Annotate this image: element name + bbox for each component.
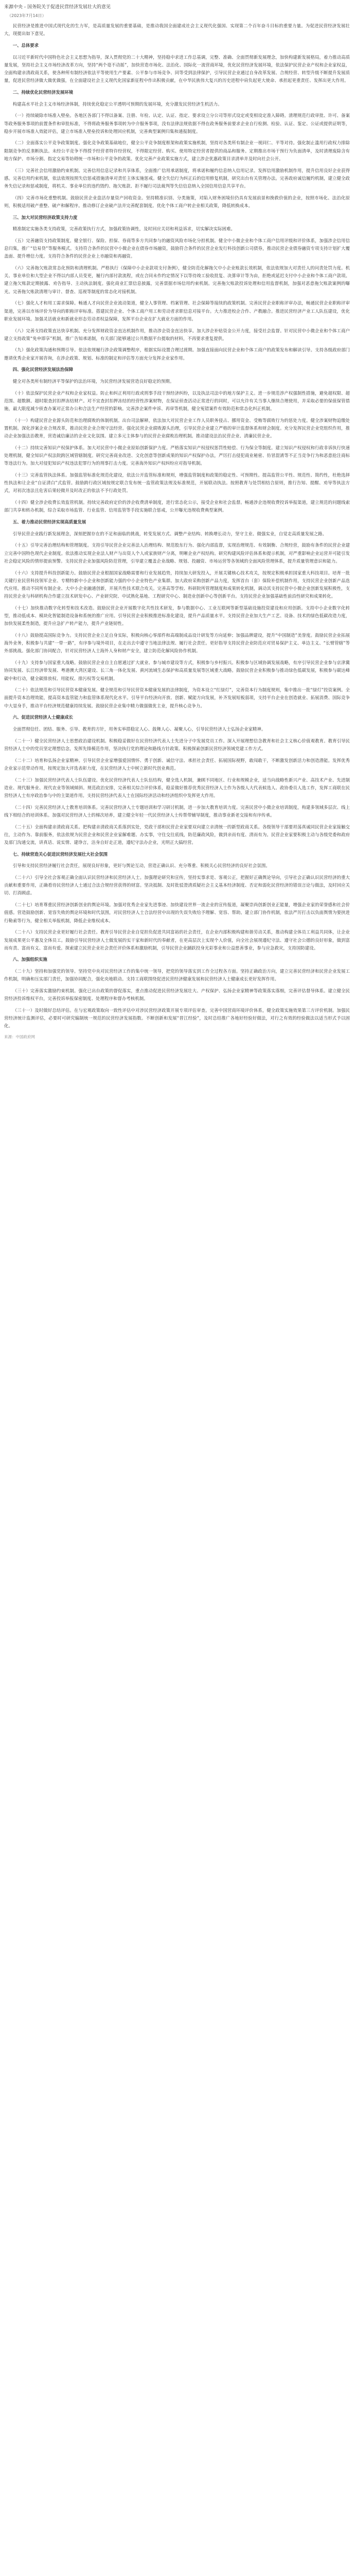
- body-paragraph: （十五）引导完善治理结构和管理制度。支持引导民营企业完善法人治理结构、规范股东行为、强化内部监督，实现治理规范、有效制衡、合规经营，鼓励有条件的民营企业建立完善中国特色现代企业制度。依法推动实现企业法人财产与出资人个人或家族财产分离，明晰企业产权结构。研究构建风险评估体系和提示机制，对严重影响企业运营并可能引发社会稳定风险的情形提前预警。支持民营企业加强风险防范管理，引导建立覆盖企业战略、规划、投融资、市场运营等各领域的全面风险管理体系，提升质量管理意识和能力。: [4, 543, 350, 564]
- body-paragraph: 构建高水平社会主义市场经济体制，持续优化稳定公平透明可预期的发展环境，充分激发民营经济生机活力。: [12, 101, 222, 107]
- body-paragraph: （二十二）培育和弘扬企业家精神。引导民营企业家增强爱国情怀、勇于创新、诚信守法、承担社会责任、拓展国际视野，敢闯敢干，不断激发创新活力和创造潜能。发挥优秀企业家示范带动作用，按规定加大评选表彰力度，在民营经济人士中树立新时代创业典范。: [4, 757, 350, 771]
- body-paragraph: （二十）依法规范和引导民营资本健康发展。健全规范和引导民营资本健康发展的法律制度，为资本设立“红绿灯”，完善资本行为制度规则，集中推出一批“绿灯”投资案例。全面提升资本治理效能，提高资本监管能力和监管体系现代化水平。引导平台经济向开放、创新、赋能方向发展，补齐发展短板弱项，支持平台企业在创造就业、拓展消费、国际竞争中大显身手，推动平台经济规范健康持续发展。鼓励民营企业集中精力做强做优主业，提升核心竞争力。: [4, 687, 350, 708]
- article-content: [4, 4, 350, 1040]
- article-body: [4, 22, 350, 1030]
- body-paragraph: （四）完善市场化重整机制。鼓励民营企业盘活存量资产回收资金。坚持精准识别、分类施策，对陷入财务困境但仍具有发展前景和挽救价值的企业，按照市场化、法治化原则，积极适用破产重整、破产和解程序。推动修订企业破产法并完善配套制度。优化个体工商户转企业相关政策，降低转换成本。: [4, 195, 350, 208]
- section-heading: 七、持续营造关心促进民营经济发展壮大社会氛围: [12, 851, 108, 857]
- body-paragraph: （三）完善社会信用激励约束机制。完善信用信息记录和共享体系，全面推广信用承诺制度，将承诺和履约信息纳入信用记录。发挥信用激励机制作用，提升信用良好企业获得感。完善信用约束机制，依法依规按照失信惩戒措施清单对责任主体实施惩戒。健全失信行为纠正后的信用修复机制，研究出台有关管理办法。完善政府诚信履约机制，建立健全政务失信记录和惩戒制度，将机关、事业单位的违约毁约、拖欠账款、拒不履行司法裁判等失信信息纳入全国信用信息共享平台。: [4, 167, 350, 189]
- body-paragraph: （二十四）完善民营经济人士教育培训体系。完善民营经济人士专题培训和学习研讨机制，进一步加大教育培训力度。完善民营中小微企业培训制度，构建多领域多层次、线上线下相结合的培训体系。加强对民营经济人士的梯次培养，建立健全年轻一代民营经济人士传帮带辅导制度，推动事业新老交接和有序传承。: [4, 804, 350, 818]
- body-paragraph: 引导民营企业践行新发展理念，深刻把握存在的不足和面临的挑战，转变发展方式、调整产业结构、转换增长动力，坚守主业、做强实业，自觉走高质量发展之路。: [12, 531, 327, 536]
- body-paragraph: （三十）完善落实激励约束机制。强化已出台政策的督促落实，重点推动促进民营经济发展壮大、产权保护、弘扬企业家精神等政策落实落细，完善评估督导体系。建立健全民营经济投诉维权平台，完善投诉举报保密制度、处理程序和督办考核机制。: [4, 988, 350, 1002]
- body-paragraph: （二十七）培育尊重民营经济创新创业的舆论环境。加强对优秀企业家先进事迹、加快建设世界一流企业的宣传报道，凝聚崇尚创新创业正能量，增强企业家的荣誉感和社会价值感。营造鼓励创新、宽容失败的舆论环境和时代氛围，对民营经济人士合法经营中出现的失误失败给予理解、宽容、帮助。建立部门协作机制，依法严厉打击以负面舆情为要挟进行勒索等行为，健全相关举报机制，降低企业维权成本。: [4, 902, 350, 923]
- section-heading: 五、着力推动民营经济实现高质量发展: [12, 519, 86, 525]
- body-paragraph: （十六）支持提升科技创新能力。鼓励民营企业根据国家战略需要和行业发展趋势，持续加大研发投入，开展关键核心技术攻关，按规定积极承担国家重大科技项目。培育一批关键行业民营科技领军企业、专精特新中小企业和创新能力强的中小企业特色产业集群。加大政府采购创新产品力度，发挥首台（套）保险补偿机制作用，支持民营企业创新产品迭代应用。推动不同所有制企业、大中小企业融通创新，开展共性技术联合攻关。完善高等学校、科研院所管理制度和成果转化机制，调动其支持民营中小微企业创新发展积极性，支持民营企业与科研机构合作建立技术研发中心、产业研究院、中试熟化基地、工程研究中心、制造业创新中心等创新平台。支持民营企业加强基础性前沿性研究和成果转化。: [4, 570, 350, 599]
- body-paragraph: （八）完善支持政策直达快享机制。充分发挥财政资金直达机制作用，推动涉企资金直达快享。加大涉企补贴资金公开力度，接受社会监督。针对民营中小微企业和个体工商户建立支持政策“免申即享”机制，推广告知承诺制，有关部门能够通过公共数据平台提取的材料，不再要求重复提供。: [4, 328, 350, 341]
- body-paragraph: （三十一）及时做好总结评估。在与宏观政策取向一致性评估中对涉民营经济政策开展专项评估审查。完善中国营商环境评价体系，健全政策实施效果第三方评价机制。加强民营经济统计监测评估，必要时可研究编制统一规范的民营经济发展指数。不断创新和发展“晋江经验”，及时总结推广各地好经验好做法，对行之有效的经验做法以适当形式予以固化。: [4, 1007, 350, 1029]
- body-paragraph: （二十六）引导全社会客观正确全面认识民营经济和民营经济人士。加强理论研究和宣传，坚持实事求是、客观公正，把握好正确舆论导向，引导社会正确认识民营经济的重大贡献和重要作用，正确看待民营经济人士通过合法合规经营获得的财富。坚决抵制、及时批驳澄清质疑社会主义基本经济制度、否定和弱化民营经济的错误言论与做法，及时回应关切、打消顾虑。: [4, 875, 350, 896]
- article-date: （2023年7月14日）: [7, 13, 46, 18]
- body-paragraph: （二十一）健全民营经济人士思想政治建设机制。积极稳妥做好在民营经济代表人士先进分子中发展党员工作。深入开展理想信念教育和社会主义核心价值观教育。教育引导民营经济人士中的党员坚定理想信念，发挥先锋模范作用，坚决执行党的理论和路线方针政策。积极探索创新民营经济领域党建工作方式。: [4, 738, 350, 751]
- section-heading: 四、强化民营经济发展法治保障: [12, 367, 74, 372]
- body-paragraph: 民营经济是推进中国式现代化的生力军，是高质量发展的重要基础，是推动我国全面建成社会主义现代化强国、实现第二个百年奋斗目标的重要力量。为促进民营经济发展壮大，现提出如下意见。: [4, 23, 350, 37]
- source-line: 来源：中国政府网: [4, 1035, 35, 1040]
- body-paragraph: （六）完善拖欠账款常态化预防和清理机制。严格执行《保障中小企业款项支付条例》，健全防范化解拖欠中小企业账款长效机制，依法依规加大对责任人的问责处罚力度。机关、事业单位和大型企业不得以内部人员变更，履行内部付款流程，或在合同未作约定情况下以等待竣工验收批复、决算审计等为由，拒绝或延迟支付中小企业和个体工商户款项。建立拖欠账款定期披露、劝告指导、主动执法制度。强化商业汇票信息披露，完善票据市场信用约束机制。完善拖欠账款投诉处理和信用监督机制，加强对恶意拖欠账款案例的曝光。完善拖欠账款清理与审计、督查、巡视等制度的常态化对接机制。: [4, 265, 350, 294]
- body-paragraph: （二十八）支持民营企业更好履行社会责任。教育引导民营企业自觉担负促进共同富裕的社会责任，在企业内部积极构建和谐劳动关系，推动构建全体员工利益共同体，让企业发展成果更公平惠及全体员工。鼓励引导民营经济人士做发展的实干家和新时代的奉献者，在更高层次上实现个人价值，向全社会展现遵纪守法、遵守社会公德的良好形象，做到富而有责、富而有义、富而有爱。探索建立民营企业社会责任评价体系和激励机制，引导民营企业踊跃投身光彩事业和公益慈善事业，参与应急救灾，支持国防建设。: [4, 929, 350, 951]
- body-paragraph: （二十五）全面构建亲清政商关系。把构建亲清政商关系落到实处，党政干部和民营企业家要双向建立亲清统一的新型政商关系。各级领导干部要坦荡真诚同民营企业家接触交往，主动作为、靠前服务，依法依规为民营企业和民营企业家解难题、办实事，守住交往底线，防范廉政风险，做到亲而有度、清而有为。民营企业家要积极主动与各级党委和政府及部门沟通交流，讲真话、说实情、建诤言，洁身自好走正道，遵纪守法办企业，光明正大搞经营。: [4, 824, 350, 845]
- body-paragraph: （九）强化政策沟通和预期引导。依法依规履行涉企政策调整程序，根据实际设置合理过渡期。加强直接面向民营企业和个体工商户的政策发布和解读引导。支持各级政府部门邀请优秀企业家开展咨询，在涉企政策、规划、标准的制定和评估等方面充分发挥企业家作用。: [4, 347, 350, 361]
- body-paragraph: 精准制定实施各类支持政策，完善政策执行方式，加强政策协调性，及时回应关切和利益诉求，切实解决实际困难。: [12, 226, 236, 232]
- article-title: 来源中央 - 国务院关于促进民营经济发展壮大的意见: [4, 5, 111, 10]
- section-heading: 八、加强组织实施: [12, 957, 47, 962]
- body-paragraph: 引导和支持民营经济履行社会责任，展现良好形象，更好与舆论互动，营造正确认识、充分尊重、积极关心民营经济的良好社会氛围。: [12, 863, 270, 869]
- section-heading: 三、加大对民营经济政策支持力度: [12, 214, 78, 220]
- body-paragraph: （十九）支持参与国家重大战略。鼓励民营企业自主自愿通过扩大就业、参与城市建设等方式，积极参与乡村振兴。积极参与区域协调发展战略，有序引导民营企业参与京津冀协同发展、长江经济带发展、粤港澳大湾区建设、长三角一体化发展、黄河流域生态保护和高质量发展等区域重大战略。鼓励民营企业积极参与推动绿色低碳发展，积极参与碳达峰碳中和行动，健全碳排放权、用能权、排污权等交易机制。: [4, 660, 350, 681]
- body-paragraph: （十四）健全涉企收费长效监管机制。持续完善政府定价的涉企收费清单制度，进行常态化公示，接受企业和社会监督。畅通涉企违规收费投诉举报渠道，建立规范的问题线索部门共享和转办机制，综合采取市场监管、行业监管、信用监管等手段实施联合惩戒，公开曝光违规收费典型案例。: [4, 500, 350, 513]
- section-heading: 一、总体要求: [12, 42, 39, 48]
- body-paragraph: （十）依法保护民营企业产权和企业家权益。防止和纠正利用行政或刑事手段干预经济纠纷，以及执法司法中的地方保护主义。进一步规范涉产权强制性措施，避免超权限、超范围、超数额、超时限查封扣押冻结财产。对不宜查封扣押冻结的经营性涉案财物，在保证侦查活动正常进行的同时，可以允许有关当事人继续合理使用，并采取必要的保值保管措施，最大限度减少侦查办案对正常办公和合法生产经营的影响。完善涉企案件申诉、再审等机制，健全冤错案件有效防范和常态化纠正机制。: [4, 390, 350, 412]
- body-paragraph: （七）强化人才和用工需求保障。畅通人才向民营企业流动渠道，健全人事管理、档案管理、社会保障等接续的政策机制。完善民营企业职称评审办法，畅通民营企业职称评审渠道，完善以市场评价为导向的职称评审标准。搭建民营企业、个体工商户用工和劳动者求职信息对接平台。大力推进校企合作、产教融合。推进民营经济产业工人队伍建设，优化职业发展环境。加强灵活就业和新就业形态劳动者权益保障，发挥平台企业在扩大就业方面的作用。: [4, 300, 350, 321]
- body-paragraph: （十八）鼓励提高国际竞争力。支持民营企业立足自身实际，积极向核心零部件和高端制成品设计研发等方向延伸；加强品牌建设，提升“中国制造”美誉度。鼓励民营企业拓展海外业务，积极参与共建“一带一路”，有序参与境外项目，在走出去中遵守当地法律法规、履行社会责任。更好指导支持民营企业防范应对贸易保护主义、单边主义、“长臂管辖”等外部挑战。强化部门协同配合，针对民营经济人士海外人身和财产安全，建立防范化解风险协作机制。: [4, 633, 350, 654]
- body-paragraph: （十一）构建民营企业源头防范和治理腐败的体制机制。出台司法解释，依法加大对民营企业工作人员职务侵占、挪用资金、受贿等腐败行为的惩处力度。健全涉案财物追缴处置机制。深化涉案企业合规改革，推动民营企业合规守法经营。强化民营企业腐败源头治理，引导民营企业建立严格的审计监督体系和财会制度。充分发挥民营企业党组织作用，推动企业加强法治教育，营造诚信廉洁的企业文化氛围。建立多元主体参与的民营企业腐败治理机制。推动建设法治民营企业、清廉民营企业。: [4, 417, 350, 439]
- body-paragraph: （二十九）坚持和加强党的领导。坚持党中央对民营经济工作的集中统一领导，把党的领导落实到工作全过程各方面。坚持正确政治方向，建立完善民营经济和民营企业发展工作机制，明确和压实部门责任，加强协同配合，强化央地联动。支持工商联围绕促进民营经济健康发展和民营经济人士健康成长更好发挥作用。: [4, 969, 350, 982]
- body-paragraph: 以习近平新时代中国特色社会主义思想为指导，深入贯彻党的二十大精神，坚持稳中求进工作总基调，完整、准确、全面贯彻新发展理念，加快构建新发展格局，着力推动高质量发展，坚持社会主义市场经济改革方向，坚持“两个毫不动摇”，加快营造市场化、法治化、国际化一流营商环境，优化民营经济发展环境，依法保护民营企业产权和企业家权益，全面构建亲清政商关系，使各种所有制经济依法平等使用生产要素、公平参与市场竞争、同等受到法律保护，引导民营企业通过自身改革发展、合规经营、转型升级不断提升发展质量，促进民营经济做大做优做强，在全面建设社会主义现代化国家新征程中作出积极贡献，在中华民族伟大复兴的历史进程中肩负起更大使命、承担起更重责任、发挥出更大作用。: [4, 54, 350, 83]
- body-paragraph: （五）完善融资支持政策制度。健全银行、保险、担保、券商等多方共同参与的融资风险市场化分担机制。健全中小微企业和个体工商户信用评级和评价体系，加强涉企信用信息归集，推广“信易贷”等服务模式。支持符合条件的民营中小微企业在债券市场融资，鼓励符合条件的民营企业发行科技创新公司债券，推动民营企业债券融资专项支持计划扩大覆盖面、提升增信力度。支持符合条件的民营企业上市融资和再融资。: [4, 238, 350, 259]
- body-paragraph: 健全对各类所有制经济平等保护的法治环境，为民营经济发展营造良好稳定的预期。: [12, 379, 174, 384]
- body-paragraph: （二十三）加强民营经济代表人士队伍建设。优化民营经济代表人士队伍结构，健全选人机制，兼顾不同地区、行业和规模企业，适当向战略性新兴产业、高技术产业、先进制造业、现代服务业、现代农业等领域倾斜。规范政治安排，完善相关综合评价体系，稳妥做好推荐优秀民营经济人士作为各级人大代表候选人、政协委员人选工作，发挥工商联在民营经济人士有序政治参与中的主渠道作用。支持民营经济代表人士在国际经济活动和经济组织中发挥更大作用。: [4, 777, 350, 798]
- body-paragraph: （十二）持续完善知识产权保护体系。加大对民营中小微企业原始创新保护力度。严格落实知识产权侵权惩罚性赔偿、行为保全等制度。建立知识产权侵权和行政非诉执行快速处理机制，健全知识产权法院跨区域管辖制度。研究完善商业改进、文化创意等创新成果的知识产权保护办法，严厉打击侵犯商业秘密、仿冒混淆等不正当竞争行为和恶意抢注商标等违法行为。加大对侵犯知识产权违法犯罪行为的刑事打击力度。完善海外知识产权纠纷应对指导机制。: [4, 445, 350, 466]
- section-heading: 二、持续优化民营经济发展环境: [12, 89, 74, 95]
- section-heading: 六、促进民营经济人士健康成长: [12, 715, 74, 720]
- body-paragraph: （一）持续破除市场准入壁垒。各地区各部门不得以备案、注册、年检、认定、认证、指定、要求设立分公司等形式设定或变相设定准入障碍。清理规范行政审批、许可、备案等政务服务事项的前置条件和审批标准，不得将政务服务事项转为中介服务事项，没有法律法规依据不得在政务服务前要求企业自行检测、检验、认证、鉴定、公证或提供证明等，稳步开展市场准入效能评估，建立市场准入壁垒投诉和处理回应机制，完善典型案例归集和通报制度。: [4, 113, 350, 134]
- body-paragraph: （十三）完善监管执法体系。加强监管标准化规范化建设，依法公开监管标准和规则，增强监管制度和政策的稳定性、可预期性。提高监管公平性、规范性、简约性，杜绝选择性执法和让企业“自证清白”式监管。鼓励跨行政区域按规定联合发布统一监管政策法规及标准规范，开展联动执法。按照教育与处罚相结合原则，推行告知、提醒、劝导等执法方式，对初次违法且危害后果轻微并及时改正的依法不予行政处罚。: [4, 472, 350, 494]
- body-paragraph: （十七）加快推动数字化转型和技术改造。鼓励民营企业开展数字化共性技术研发，参与数据中心、工业互联网等新型基础设施投资建设和应用创新。支持中小企业数字化转型，推动低成本、模块化智能制造设备和系统的推广应用。引导民营企业积极推进标准化建设，提升产品质量水平。支持民营企业加大生产工艺、设备、技术的绿色低碳改造力度，加快发展柔性制造，提升应急扩产转产能力，提升产业链韧性。: [4, 605, 350, 626]
- body-paragraph: （二）全面落实公平竞争政策制度。强化竞争政策基础地位，健全公平竞争制度框架和政策实施机制，坚持对各类所有制企业一视同仁、平等对待。强化制止滥用行政权力排除限制竞争的反垄断执法。未经公平竞争不得授予经营者特许经营权，不得限定经营、购买、使用特定经营者提供的商品和服务。定期推出市场干预行为负面清单，及时清理废除含有地方保护、市场分割、指定交易等妨碍统一市场和公平竞争的政策。优化完善产业政策实施方式，建立涉企优惠政策目录清单并及时向社会公开。: [4, 140, 350, 161]
- body-paragraph: 全面贯彻信任、团结、服务、引导、教育的方针，用务实举措稳定人心、鼓舞人心、凝聚人心，引导民营经济人士弘扬企业家精神。: [12, 726, 266, 732]
